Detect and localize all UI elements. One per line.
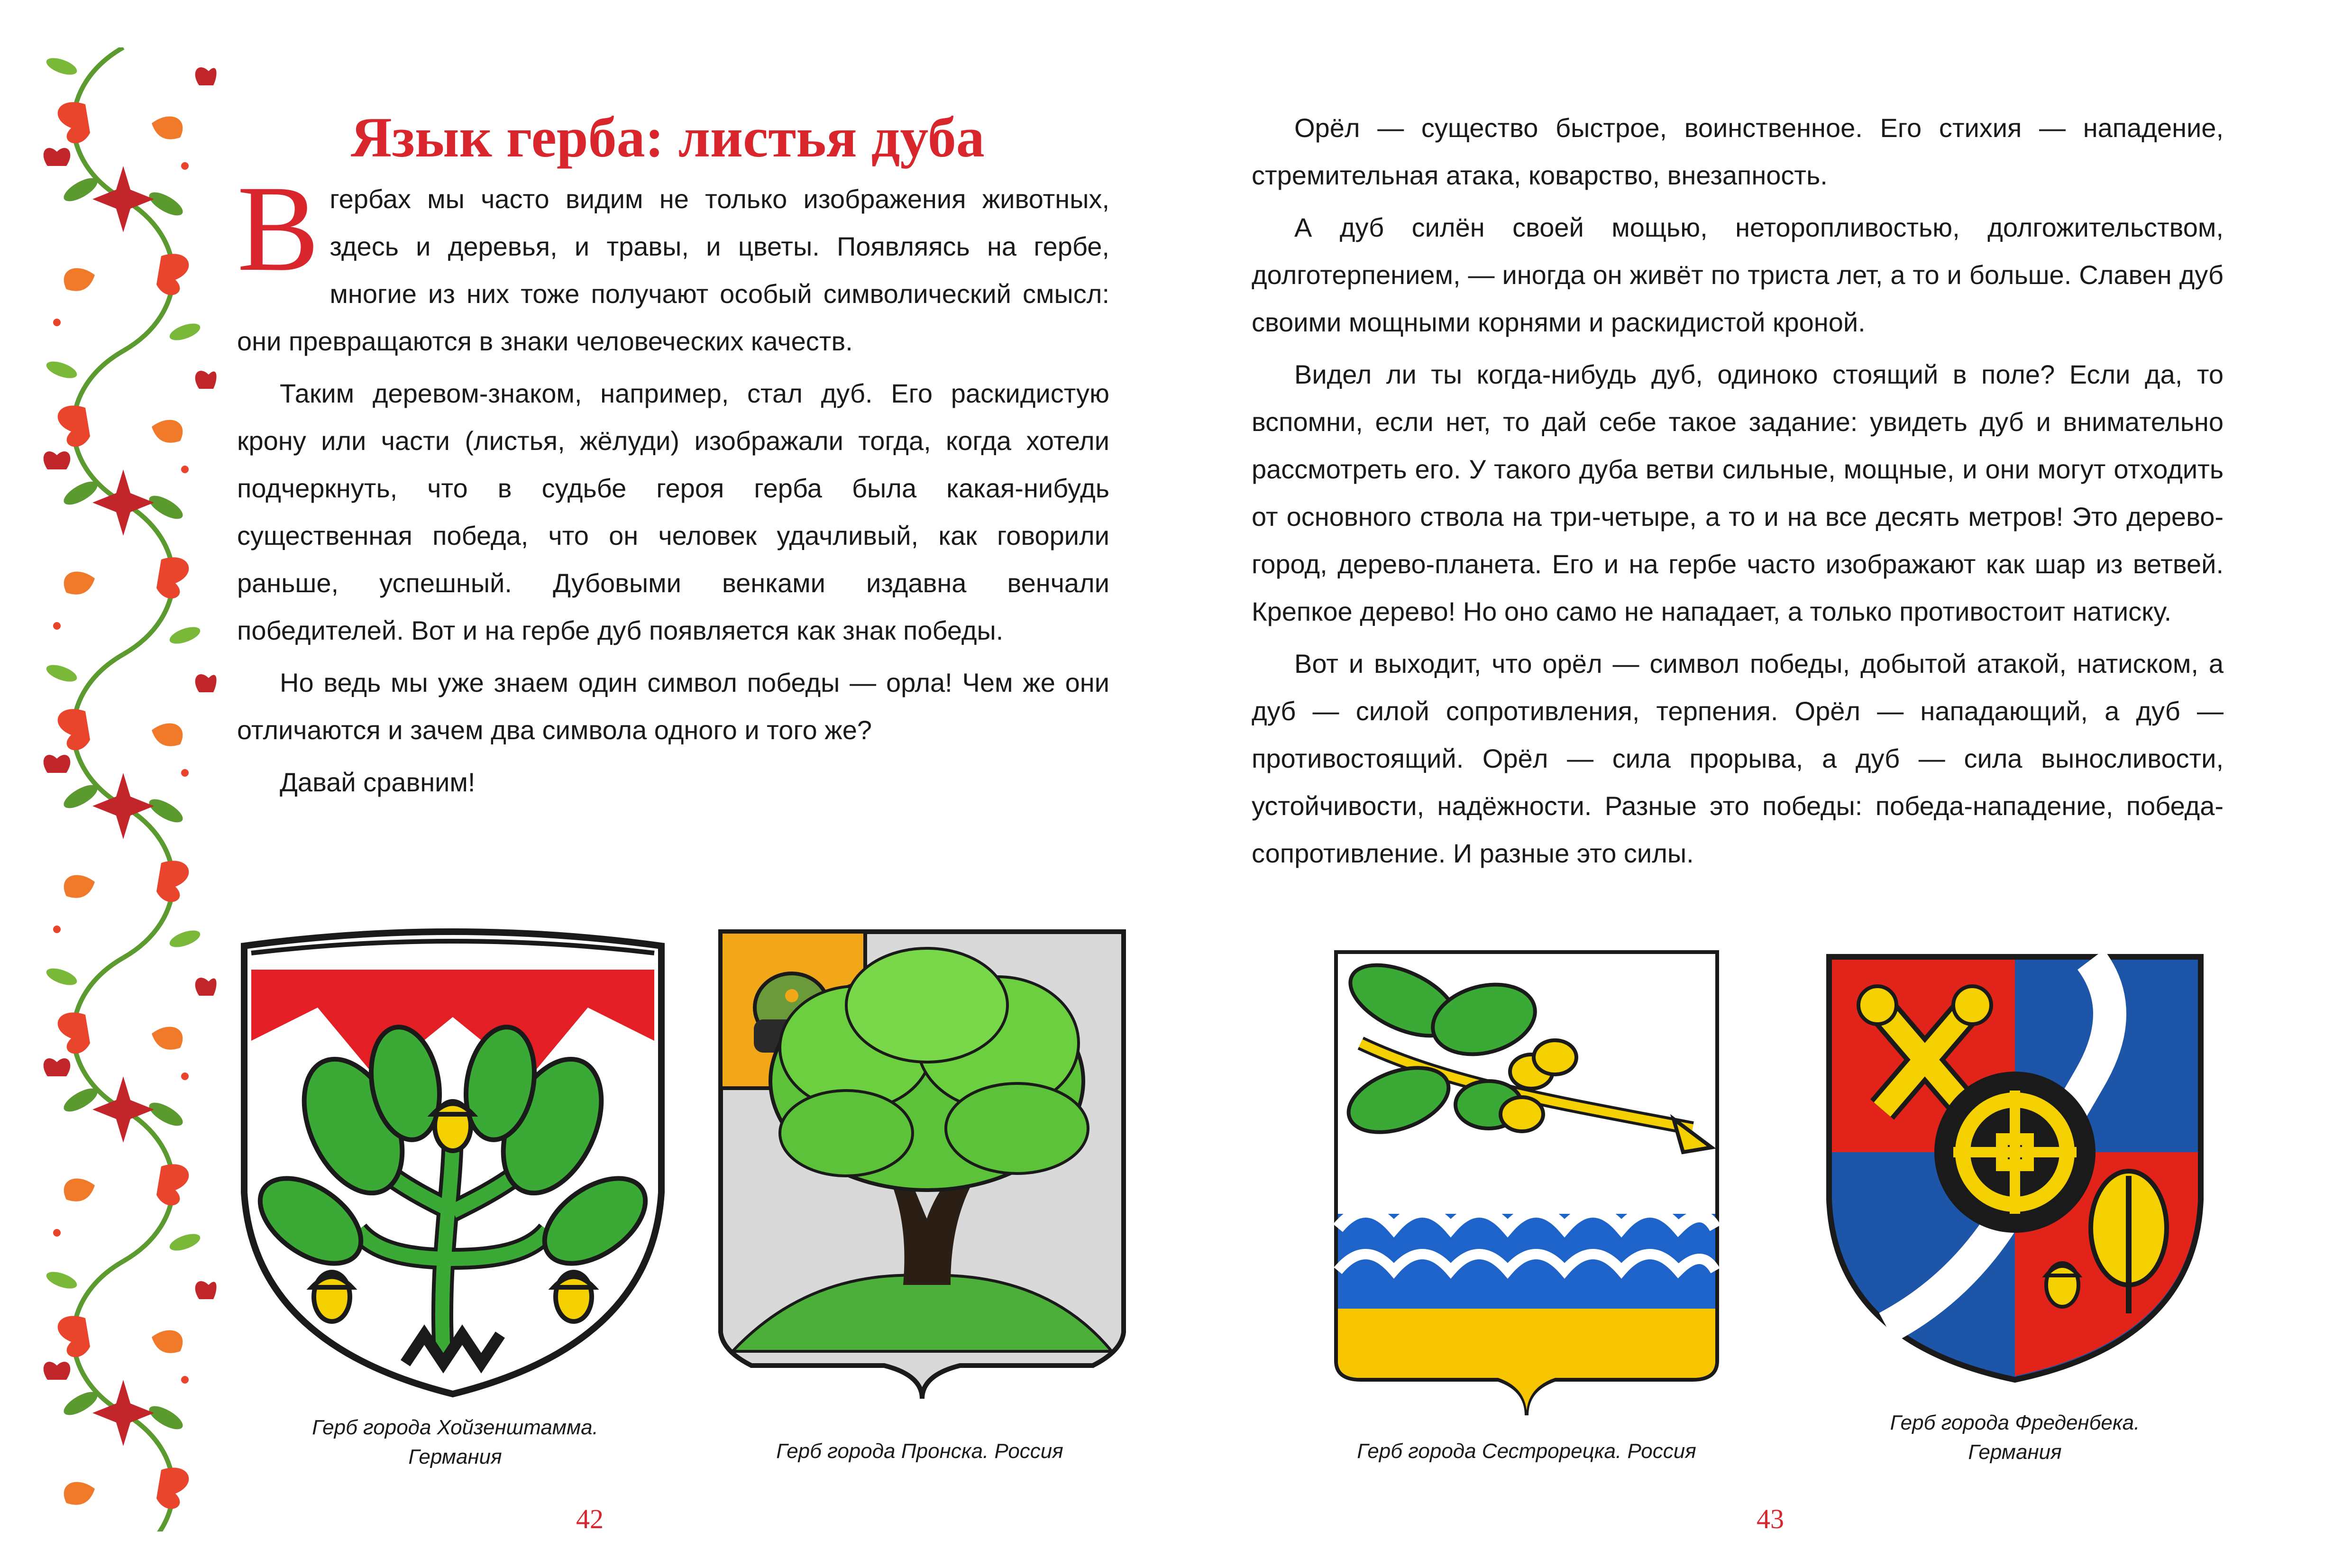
coat-of-arms-pronsk — [714, 925, 1131, 1403]
left-page — [237, 106, 1109, 811]
paragraph-oak-strength: А дуб силён своей мощью, неторопливостью, долгожительством, долготерпением, — иногда он живёт по триста лет, а то и больше. Славен дуб своими мощными корнями и раскидистой кроной. — [1252, 212, 2224, 337]
paragraph-eagle: Орёл — существо быстрое, воинственное. Его стихия — нападение, стремительная атака, коварство, внезапность. — [1252, 113, 2224, 190]
coat-of-arms-fredenbeck — [1825, 953, 2205, 1385]
caption-sestroretsk: Герб города Сестрорецка. Россия — [1357, 1440, 1696, 1463]
page-title: Язык герба: листья дуба — [351, 106, 985, 169]
caption-heusenstamm: Герб города Хойзенштамма. Германия — [312, 1416, 598, 1468]
paragraph-intro — [237, 160, 1109, 365]
page-number-left: 42 — [576, 1504, 604, 1534]
paragraph-eagle-question: Но ведь мы уже знаем один символ победы — орла! Чем же они отличаются и зачем два символа одного и того же? — [237, 668, 1109, 745]
paragraph-conclusion: Вот и выходит, что орёл — символ победы, добытой атакой, натиском, а дуб — силой сопротивления, терпения. Орёл — нападающий, а дуб — противостоящий. Орёл — сила прорыва, а дуб — сила выносливости, устойчивости, надёжности. Разные это победы: победа-нападение, победа-сопротивление. И разные это силы. — [1252, 649, 2224, 868]
caption-fredenbeck: Герб города Фреденбека. Германия — [1890, 1411, 2140, 1464]
caption-pronsk: Герб города Пронска. Россия — [776, 1440, 1063, 1463]
paragraph-lone-oak: Видел ли ты когда-нибудь дуб, одиноко стоящий в поле? Если да, то вспомни, если нет, то дай себе такое задание: увидеть дуб и внимательно рассмотреть его. У такого дуба ветви сильные, мощные, и они могут отходить от основного ствола на три-четыре, а то и на все десять метров! Это дерево-город, дерево-планета. Его и на гербе часто изображают как шар из ветвей. Крепкое дерево! Но оно само не нападает, а только противостоит натиску. — [1252, 359, 2224, 626]
coat-of-arms-heusenstamm — [235, 927, 671, 1401]
page-number-right: 43 — [1757, 1504, 1784, 1534]
paragraph-intro-text: гербах мы часто видим не только изображения животных, здесь и деревья, и травы, и цветы. Появляясь на гербе, многие из них тоже получают особый символический смысл: они превращаются в знаки человеческих качеств. — [237, 184, 1109, 356]
dropcap-letter: В — [237, 160, 320, 297]
right-page — [1252, 104, 2224, 882]
paragraph-compare: Давай сравним! — [280, 767, 476, 797]
coat-of-arms-sestroretsk — [1332, 948, 1721, 1418]
paragraph-oak-sign: Таким деревом-знаком, например, стал дуб. Его раскидистую крону или части (листья, жёлуди) изображали тогда, когда хотели подчеркнуть, что в судьбе героя герба была какая-нибудь существенная победа, что он человек удачливый, как говорили раньше, успешный. Дубовыми венками издавна венчали победителей. Вот и на гербе дуб появляется как знак победы. — [237, 378, 1109, 645]
floral-ornament-border — [28, 47, 218, 1531]
